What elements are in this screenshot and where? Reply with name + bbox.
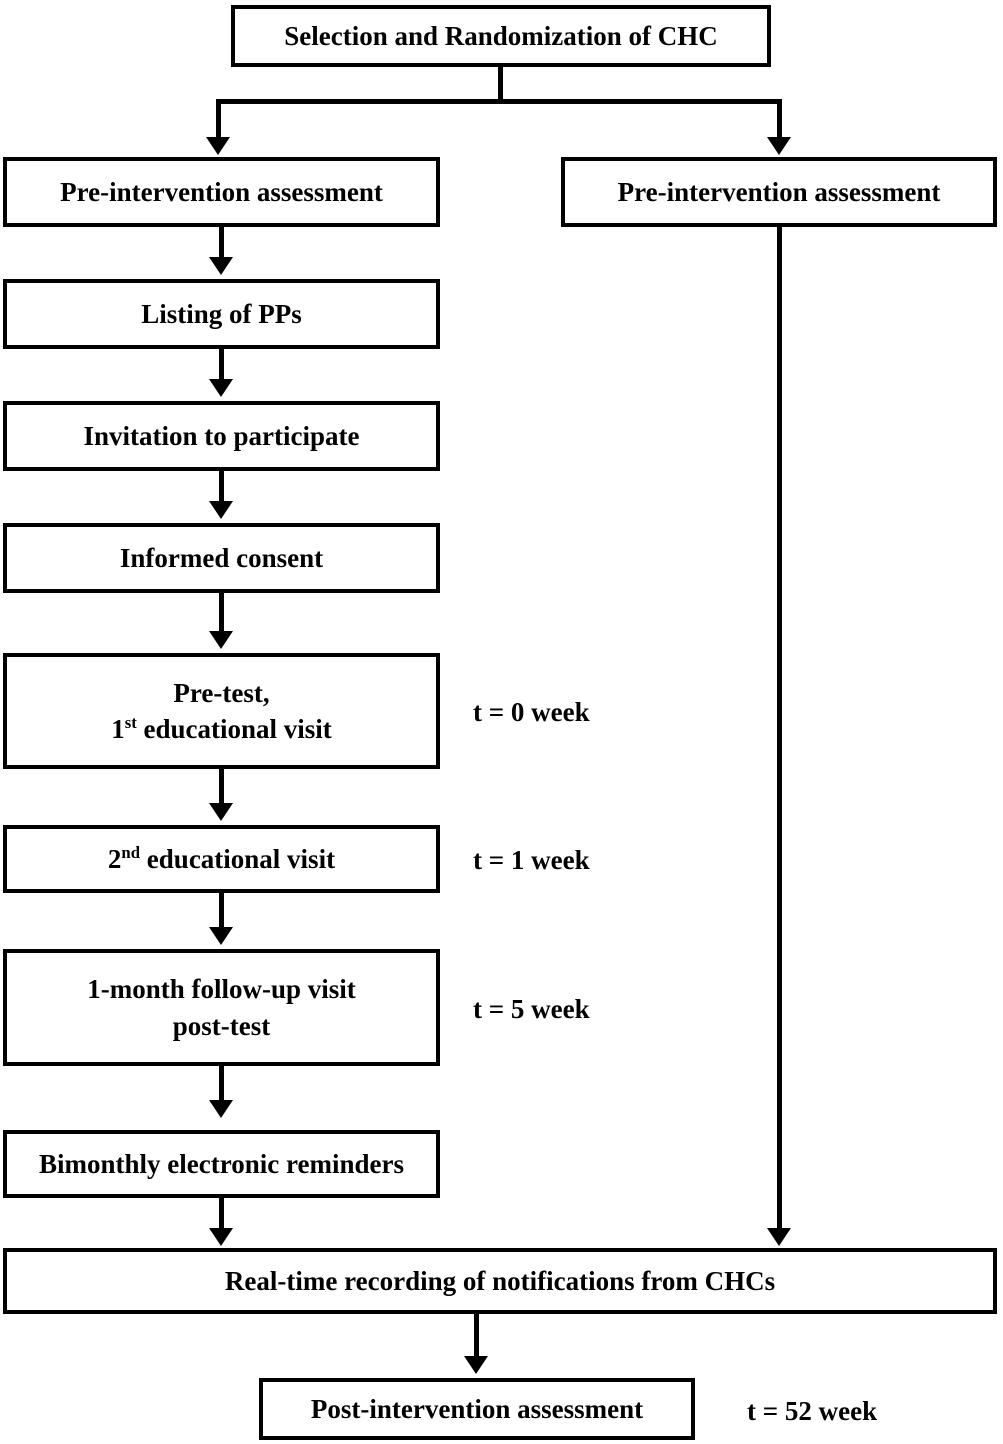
arrowhead-right-long (767, 1228, 791, 1246)
connector-left-6 (219, 893, 224, 931)
timepoint-t-5-week: t = 5 week (473, 994, 590, 1024)
box-label-line2: 1st educational visit (111, 713, 332, 744)
arrowhead-split-right (767, 137, 791, 155)
box-real-time-recording (3, 1248, 997, 1314)
box-listing-of-pps (3, 279, 440, 349)
arrowhead-left-2 (209, 379, 233, 397)
box-label: Selection and Randomization of CHC (284, 20, 718, 51)
box-label: Pre-intervention assessment (617, 176, 941, 207)
box-pre-test-first-educational-visit (3, 653, 440, 769)
timepoint-t-52-week: t = 52 week (747, 1396, 878, 1426)
box-label: 2nd educational visit (107, 842, 336, 874)
box-label: Real-time recording of notifications from CHCs (224, 1265, 776, 1296)
connector-left-2 (219, 349, 224, 383)
connector-left-5 (219, 769, 224, 807)
box-selection-randomization (231, 5, 771, 67)
box-label-line1: 1-month follow-up visit (87, 974, 356, 1005)
box-pre-intervention-assessment-left (3, 157, 440, 227)
box-label: Invitation to participate (83, 420, 360, 451)
connector-left-7 (219, 1066, 224, 1104)
box-label: Post-intervention assessment (310, 1393, 644, 1424)
connector-merge-final (474, 1314, 479, 1362)
arrowhead-left-6 (209, 927, 233, 945)
box-label: Bimonthly electronic reminders (39, 1148, 404, 1179)
timepoint-t-0-week: t = 0 week (473, 697, 590, 727)
box-second-educational-visit (3, 825, 440, 893)
box-one-month-follow-up-visit (3, 949, 440, 1066)
connector-left-4 (219, 593, 224, 635)
arrowhead-left-8 (209, 1228, 233, 1246)
arrowhead-left-1 (209, 257, 233, 275)
box-post-intervention-assessment (259, 1378, 695, 1440)
connector-right-long (777, 227, 782, 1237)
connector-split-left (216, 99, 221, 141)
connector-split-right (777, 99, 782, 141)
connector-split-bar (216, 99, 782, 104)
box-label: Informed consent (119, 542, 324, 573)
arrowhead-left-4 (209, 631, 233, 649)
box-label: Listing of PPs (141, 298, 302, 329)
arrowhead-merge-final (464, 1356, 488, 1374)
box-bimonthly-electronic-reminders (3, 1130, 440, 1198)
box-informed-consent (3, 523, 440, 593)
arrowhead-left-5 (209, 803, 233, 821)
box-label-line2: post-test (172, 1010, 271, 1041)
timepoint-t-1-week: t = 1 week (473, 845, 590, 875)
box-label: Pre-intervention assessment (60, 176, 383, 207)
arrowhead-left-3 (209, 501, 233, 519)
connector-title-stem (498, 67, 503, 101)
arrowhead-split-left (206, 137, 230, 155)
connector-left-3 (219, 471, 224, 505)
box-label-line1: Pre-test, (173, 677, 270, 708)
connector-left-1 (219, 227, 224, 261)
arrowhead-left-7 (209, 1100, 233, 1118)
box-invitation-to-participate (3, 401, 440, 471)
box-pre-intervention-assessment-right (561, 157, 997, 227)
